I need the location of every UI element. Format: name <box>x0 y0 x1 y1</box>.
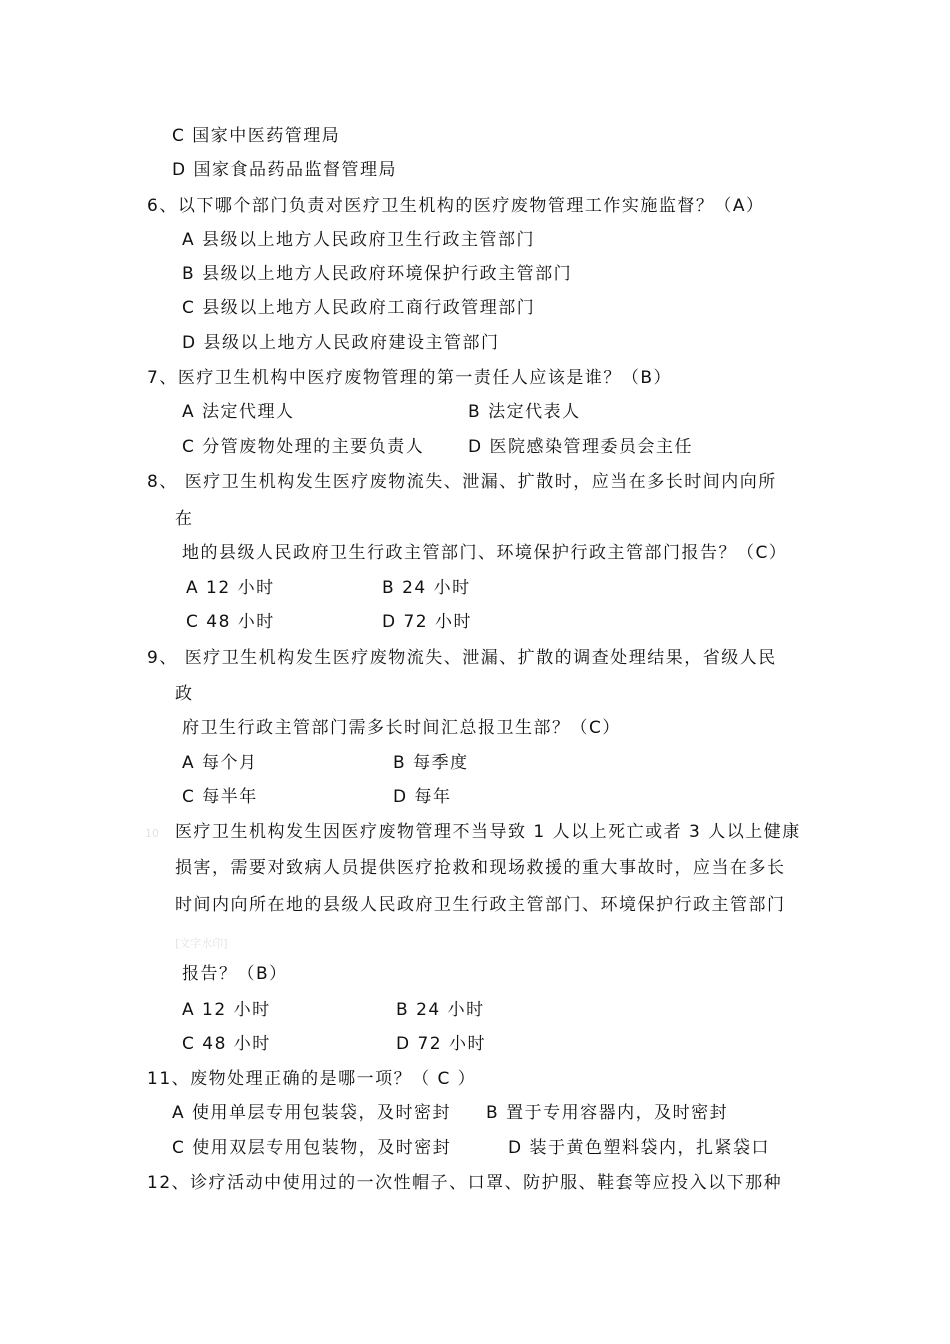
q10-option-b: B 24 小时 <box>396 1000 485 1020</box>
q12-stem: 12、诊疗活动中使用过的一次性帽子、口罩、防护服、鞋套等应投入以下那种 <box>147 1173 783 1193</box>
q10-faint-note: [文字水印] <box>175 937 228 950</box>
q9-option-a: A 每个月 <box>182 753 258 773</box>
q9-stem-line2: 政 <box>175 684 194 704</box>
q6-option-a: A 县级以上地方人民政府卫生行政主管部门 <box>182 230 536 250</box>
q10-option-d: D 72 小时 <box>396 1034 487 1054</box>
q10-option-c: C 48 小时 <box>182 1034 271 1054</box>
q11-option-d: D 装于黄色塑料袋内，扎紧袋口 <box>508 1138 770 1158</box>
q10-option-a: A 12 小时 <box>182 1000 271 1020</box>
q10-stem-line1: 医疗卫生机构发生因医疗废物管理不当导致 1 人以上死亡或者 3 人以上健康 <box>175 822 801 842</box>
q11-option-a: A 使用单层专用包装袋，及时密封 <box>172 1103 452 1123</box>
q7-option-c: C 分管废物处理的主要负责人 <box>182 437 425 457</box>
q6-option-d: D 县级以上地方人民政府建设主管部门 <box>182 333 500 353</box>
q9-stem-line1: 9、 医疗卫生机构发生医疗废物流失、泄漏、扩散的调查处理结果，省级人民 <box>147 648 777 668</box>
q10-stem-line3: 时间内向所在地的县级人民政府卫生行政主管部门、环境保护行政主管部门 <box>175 895 786 915</box>
q10-stem-line4: 报告？（B） <box>182 964 288 984</box>
q5-option-c: C 国家中医药管理局 <box>172 126 341 146</box>
q7-stem: 7、医疗卫生机构中医疗废物管理的第一责任人应该是谁？（B） <box>147 368 672 388</box>
q9-option-d: D 每年 <box>393 787 452 807</box>
q11-stem: 11、废物处理正确的是哪一项？（ C ） <box>147 1069 477 1089</box>
q9-option-b: B 每季度 <box>393 753 469 773</box>
q8-option-a: A 12 小时 <box>186 578 275 598</box>
q11-option-c: C 使用双层专用包装物，及时密封 <box>172 1138 452 1158</box>
q11-option-b: B 置于专用容器内，及时密封 <box>486 1103 729 1123</box>
q8-option-d: D 72 小时 <box>382 612 473 632</box>
q8-option-b: B 24 小时 <box>382 578 471 598</box>
q5-option-d: D 国家食品药品监督管理局 <box>172 160 397 180</box>
q8-stem-line3: 地的县级人民政府卫生行政主管部门、环境保护行政主管部门报告？（C） <box>182 543 788 563</box>
q6-stem: 6、以下哪个部门负责对医疗卫生机构的医疗废物管理工作实施监督？（A） <box>147 196 765 216</box>
q8-option-c: C 48 小时 <box>186 612 275 632</box>
q8-stem-line1: 8、 医疗卫生机构发生医疗废物流失、泄漏、扩散时，应当在多长时间内向所 <box>147 472 777 492</box>
q6-option-b: B 县级以上地方人民政府环境保护行政主管部门 <box>182 264 573 284</box>
q9-stem-line3: 府卫生行政主管部门需多长时间汇总报卫生部？（C） <box>182 718 621 738</box>
q6-option-c: C 县级以上地方人民政府工商行政管理部门 <box>182 298 536 318</box>
q7-option-a: A 法定代理人 <box>182 402 295 422</box>
q9-option-c: C 每半年 <box>182 787 258 807</box>
q7-option-d: D 医院感染管理委员会主任 <box>468 437 693 457</box>
q10-faint-number: 10 <box>145 827 159 840</box>
q7-option-b: B 法定代表人 <box>468 402 581 422</box>
q8-stem-line2: 在 <box>175 509 194 529</box>
q10-stem-line2: 损害，需要对致病人员提供医疗抢救和现场救援的重大事故时，应当在多长 <box>175 858 786 878</box>
